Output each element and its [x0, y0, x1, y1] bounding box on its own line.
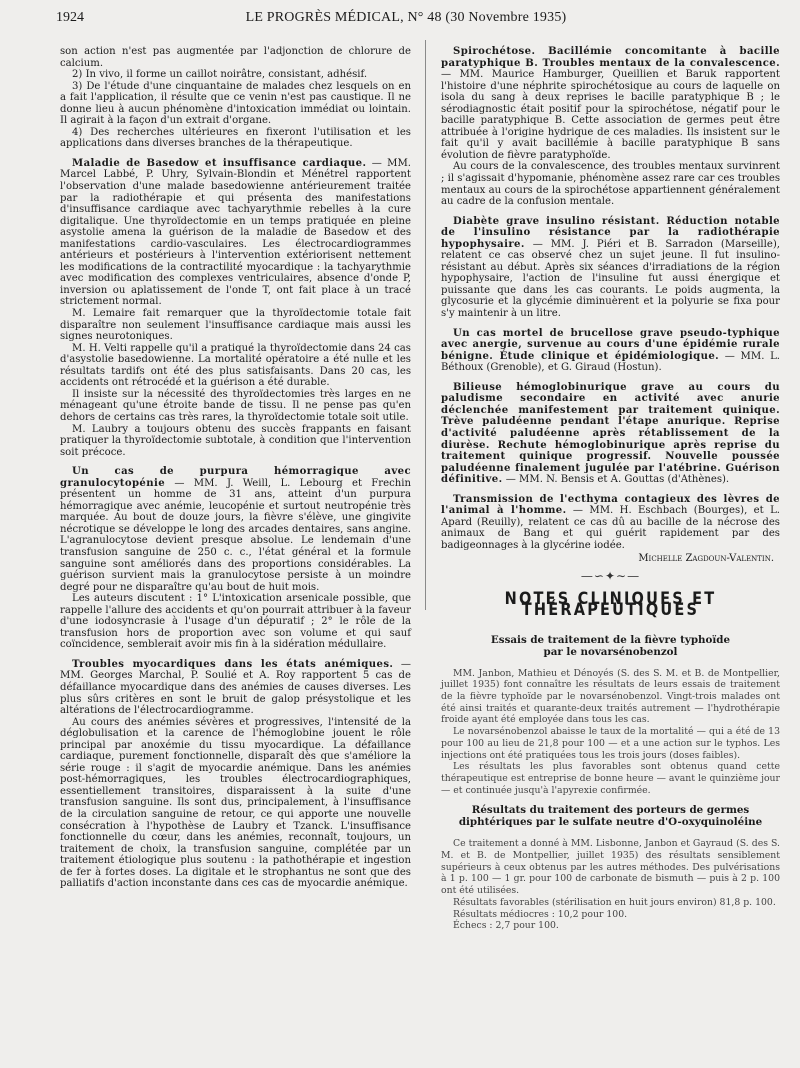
bilieuse-title: Bilieuse hémoglobinurique grave au cours du paludisme secondaire en activité avec anurie déclenchée manifestement par traitement quinique. Trève paludéenne pendant l'étape anurique. Reprise d'activité paludéenne après rétablissement de la diurèse. Rechute hémoglobinurique après reprise du traitement quinique progressif. Nouvelle poussée paludéenne finalement jugulée par l'atébrine. Guérison définitive.: [441, 381, 780, 486]
spiro-section: [441, 46, 780, 161]
brucellose-p1: — MM. L. Béthoux (Grenoble), et G. Giraud (Hostun).: [441, 350, 781, 374]
fievre-p2: Le novarsénobenzol abaisse le taux de la mortalité — qui a été de 13 pour 100 au lieu de 21,8 pour 100 — et a une action sur le typhos. Les injections ont été pratiquées tous les trois jours (doses faibles).: [441, 726, 780, 761]
spiro-title: Spirochétose. Bacillémie concomitante à bacille paratyphique B. Troubles mentaux de la convalescence.: [441, 46, 780, 69]
fievre-title: [441, 634, 780, 658]
myocardie-section: [60, 659, 411, 717]
diphterie-p2: Résultats favorables (stérilisation en huit jours environ) 81,8 p. 100.: [453, 896, 776, 908]
ecthyma-p1: — MM. H. Eschbach (Bourges), et L. Apard (Reuilly), relatent ce cas dû au bacille de la nécrose des animaux de Bang et qui guérit rapidement par des badigeonnages à la glycérine iodée.: [441, 505, 780, 551]
ecthyma-title: Transmission de l'ecthyma contagieux des lèvres de l'animal à l'homme.: [441, 493, 780, 517]
diphterie-p4: Échecs : 2,7 pour 100.: [453, 920, 559, 932]
column-divider: [425, 40, 426, 610]
fievre-p1: MM. Janbon, Mathieu et Dénoyés (S. des S. M. et B. de Montpellier, juillet 1935) font connaître les résultats de leurs essais de traitement de la fièvre typhoïde par le novarsénobenzol. Vingt-trois malades ont été ainsi traités et quarante-deux traités autrement — l'hydrothérapie froide ayant été employée dans tous les cas.: [441, 667, 780, 726]
basedow-section: [60, 158, 411, 308]
item-2: 2) In vivo, il forme un caillot noirâtre, consistant, adhésif.: [72, 69, 368, 81]
author-signature: Michelle Zagdoun-Valentin.: [638, 553, 774, 565]
basedow-p4: Il insiste sur la nécessité des thyroïdectomies très larges en ne ménageant qu'une étroite bande de tissu. Il ne pense pas qu'en dehors de certains cas très rares, la thyroïdectomie totale soit utile.: [60, 388, 411, 423]
journal-title: LE PROGRÈS MÉDICAL, N° 48 (30 Novembre 1935): [245, 10, 567, 25]
right-column: [441, 46, 780, 932]
item-4: 4) Des recherches ultérieures en fixeront l'utilisation et les applications dans diverses branches de la thérapeutique.: [60, 126, 411, 150]
ecthyma-section: [441, 494, 780, 552]
diphterie-title-line-2: diphtériques par le sulfate neutre d'O-oxyquinoléine: [458, 816, 763, 829]
basedow-p3: M. H. Velti rappelle qu'il a pratiqué la thyroïdectomie dans 24 cas d'asystolie basedowienne. La mortalité opératoire a été nulle et les résultats tardifs ont été des plus satisfaisants. Dans 20 cas, les accidents ont rétrocédé et la guérison a été durable.: [60, 342, 411, 389]
fievre-body: [441, 668, 780, 797]
bilieuse-section: [441, 382, 780, 486]
diphterie-body: [441, 838, 780, 932]
intro-paragraph: son action n'est pas augmentée par l'adjonction de chlorure de calcium.: [60, 46, 411, 69]
diabete-p1: — MM. J. Piéri et B. Sarradon (Marseille), relatent ce cas observé chez un sujet jeune. Il fut insulino-résistant au début. Après six séances d'irradiations de la région hypophysaire, l'action de l'insuline fut aussi énergique et puissante que dans les cas courants. Le poids augmenta, la glycosurie et la glycémie diminuèrent et la polyurie se fixa pour s'y maintenir à un litre.: [441, 238, 780, 320]
purpura-title: Un cas de purpura hémorragique avec granulocytopénie: [60, 466, 411, 489]
diabete-title: Diabète grave insulino résistant. Réduction notable de l'insulino résistance par la radiothérapie hypophysaire.: [441, 215, 780, 250]
basedow-title: Maladie de Basedow et insuffisance cardiaque.: [72, 157, 367, 169]
basedow-p1: — MM. Marcel Labbé, P. Uhry, Sylvain-Blondin et Ménétrel rapportent l'observation d'une malade basedowienne antérieurement traitée par la radiothérapie et qui présenta des manifestations d'insuffisance cardiaque avec tachyarythmie rebelles à la cure digitalique. Une thyroïdectomie en un temps pratiquée en pleine asystolie amena la guérison de la maladie de Basedow et des manifestations cardio-vasculaires. Les électrocardiogrammes antérieurs et postérieurs à l'intervention extériorisent nettement les modifications de la contractilité myocardique : la tachyarythmie avec modification des complexes ventriculaires, absence d'onde P, inversion ou aplatissement de l'onde T, ont fait place à un tracé strictement normal.: [60, 157, 411, 308]
basedow-p5: M. Laubry a toujours obtenu des succès frappants en faisant pratiquer la thyroïdectomie subtotale, à condition que l'intervention soit précoce.: [60, 423, 411, 458]
left-column: [60, 46, 411, 890]
spiro-p2: Au cours de la convalescence, des troubles mentaux survinrent ; il s'agissait d'hypomanie, phénomène assez rare car ces troubles mentaux au cours de la spirochétose appartiennent généralement au cadre de la confusion mentale.: [441, 161, 780, 208]
page-number: 1924: [56, 10, 84, 25]
fievre-p3: Les résultats les plus favorables sont obtenus quand cette thérapeutique est entreprise de bonne heure — avant le quinzième jour — et continuée jusqu'à l'apyrexie confirmée.: [441, 761, 780, 796]
notes-cliniques-title: NOTES CLINIQUES ET THÉRAPEUTIQUES: [504, 588, 717, 620]
diphterie-title-line-1: Résultats du traitement des porteurs de germes: [471, 804, 750, 817]
basedow-p2: M. Lemaire fait remarquer que la thyroïdectomie totale fait disparaître non seulement l'insuffisance cardiaque mais aussi les signes neurotoniques.: [60, 308, 411, 343]
spiro-p1: — MM. Maurice Hamburger, Queillien et Baruk rapportent l'histoire d'une néphrite spirochétosique au cours de laquelle on isola du sang à deux reprises le bacille paratyphique B ; le sérodiagnostic était positif pour la spirochétose, négatif pour le bacille paratyphique B. Cette association de germes peut être attribuée à l'origine hydrique de ces maladies. Ils insistent sur le fait qu'il y avait bacillémie à bacille paratyphique B sans évolution de fièvre paratyphoïde.: [441, 69, 780, 161]
purpura-p1: — MM. J. Weill, L. Lebourg et Frechin présentent un homme de 31 ans, atteint d'un purpura hémorragique avec anémie, leucopénie et surtout neutropénie très marquée. Au bout de douze jours, la fièvre s'élève, une gingivite nécrotique se développe le long des arcades dentaires, sans angine. L'agranulocytose devient presque absolue. Le lendemain d'une transfusion sanguine de 250 c. c., l'état général et la formule sanguine sont améliorés dans des proportions considérables. La guérison survient mais la granulocytose persiste à un moindre degré pour ne disparaître qu'au bout de huit mois.: [60, 477, 411, 593]
myocardie-title: Troubles myocardiques dans les états anémiques.: [72, 658, 394, 670]
diphterie-title: [441, 804, 780, 828]
myocardie-p1: — MM. Georges Marchal, P. Soulié et A. Roy rapportent 5 cas de défaillance myocardique dans des anémies de causes diverses. Les plus sûrs critères en sont le bruit de galop présystolique et les altérations de l'électrocardiogramme.: [60, 658, 411, 717]
purpura-section: [60, 466, 411, 593]
myocardie-p2: Au cours des anémies sévères et progressives, l'intensité de la déglobulisation et la carence de l'hémoglobine jouent le rôle principal par anoxémie du tissu myocardique. La défaillance cardiaque, purement fonctionnelle, disparaît dès que s'améliore la série rouge : il s'agit de myocardie anémique. Dans les anémies post-hémorragiques, les troubles électrocardiographiques, essentiellement transitoires, disparaissent à la suite d'une transfusion sanguine. Ils sont dus, principalement, à l'insuffisance de la circulation sanguine de retour, ce qui apporte une nouvelle consécration à l'hypothèse de Laubry et Tzanck. L'insuffisance fonctionnelle du cœur, dans les anémies, reconnaît, toujours, un traitement de choix, la transfusion sanguine, complétée par un traitement étiologique plus soutenu : la pathothérapie et ingestion de fer à fortes doses. La digitale et le strophantus ne sont que des palliatifs d'action inconstante dans ces cas de myocardie anémique.: [60, 716, 411, 890]
purpura-p2: Les auteurs discutent : 1° L'intoxication arsenicale possible, que rappelle l'allure des accidents et qu'on pourrait attribuer à la faveur d'une iodosyncrasie à l'usage d'un dépuratif ; 2° le rôle de la transfusion hors de proportion avec son volume et qui sauf coïncidence, semblerait avoir mis fin à la sidération médullaire.: [60, 593, 411, 651]
brucellose-section: [441, 328, 780, 374]
fievre-title-line-2: par le novarsénobenzol: [543, 645, 678, 658]
page-header: [56, 10, 756, 30]
diphterie-p3: Résultats médiocres : 10,2 pour 100.: [453, 908, 628, 920]
bilieuse-p1: — MM. N. Bensis et A. Gouttas (d'Athènes).: [502, 474, 730, 486]
diabete-section: [441, 216, 780, 320]
brucellose-title: Un cas mortel de brucellose grave pseudo-typhique avec anergie, survenue au cours d'une épidémie rurale bénigne. Étude clinique et épidémiologique.: [441, 327, 780, 362]
fievre-title-line-1: Essais de traitement de la fièvre typhoïde: [490, 633, 731, 646]
diphterie-p1: Ce traitement a donné à MM. Lisbonne, Janbon et Gayraud (S. des S. M. et B. de Montpellier, juillet 1935) des résultats sensiblement supérieurs à ceux obtenus par les autres méthodes. Des pulvérisations à 1 p. 100 — 1 gr. pour 100 de carbonate de bismuth — puis à 2 p. 100 ont été utilisées.: [441, 838, 780, 897]
ornament-divider: —∽✦∼—: [580, 568, 641, 583]
item-3: 3) De l'étude d'une cinquantaine de malades chez lesquels on en a fait l'application, il résulte que ce venin n'est pas caustique. Il ne donne lieu à aucun phénomène d'intoxication immédiat ou lointain. Il agirait à la façon d'un extrait d'organe.: [60, 80, 411, 127]
